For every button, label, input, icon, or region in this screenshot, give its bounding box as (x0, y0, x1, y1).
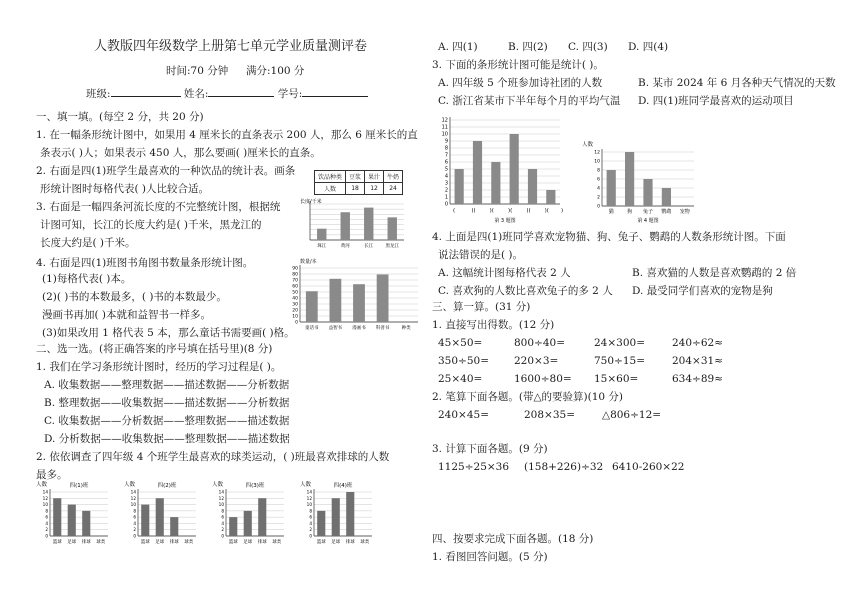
q3-bar (455, 169, 464, 204)
q3-tick-label: 6 (444, 159, 448, 166)
class-chart-tick: 6 (309, 514, 312, 520)
class-chart-bar (258, 498, 266, 536)
book-tick-label: 70 (292, 278, 298, 284)
q3-bar-chart (436, 112, 586, 224)
s1-q4-line2: (1)每格代表( )本。 (42, 273, 132, 285)
calc-item: 1600÷80= (514, 373, 572, 385)
s2-q2-option-b: B. 四(2) (508, 41, 548, 53)
class-chart-ylabel: 人数 (212, 482, 224, 488)
q3-x-label: )( (544, 208, 549, 214)
q3-x-label: )( (489, 208, 494, 214)
class-chart-tick: 4 (221, 520, 224, 526)
class-chart-tick: 14 (306, 489, 312, 495)
book-category-label: 益智书 (328, 326, 343, 331)
river-category-label: 黑龙江 (385, 244, 399, 249)
s2-q1-option-c: C. 收集数据——分析数据——整理数据——描述数据 (44, 415, 290, 427)
class-chart-tick: 10 (130, 502, 136, 508)
calc-item: 634÷89≈ (672, 373, 723, 385)
pet-bar (643, 179, 652, 206)
q3-caption: 第 3 题图 (494, 218, 516, 224)
book-tick-label: 10 (292, 314, 298, 320)
exam-time: 时间:70 分钟 (166, 65, 229, 77)
s2-q2-option-a: A. 四(1) (438, 41, 478, 53)
class-chart-category: 球类 (96, 540, 106, 545)
book-category-label: 漫画书 (352, 326, 366, 331)
class-chart-tick: 14 (42, 489, 48, 495)
q3-x-label: )( (508, 208, 513, 214)
river-length-chart (298, 196, 410, 250)
class-chart-category: 足球 (155, 540, 165, 545)
class-chart-category: 篮球 (140, 540, 150, 545)
s2-q3-option-b: B. 某市 2024 年 6 月各种天气情况的天数 (638, 77, 836, 89)
section-4-heading: 四、按要求完成下面各题。(18 分) (432, 533, 594, 545)
class-chart-tick: 0 (309, 533, 312, 539)
calc-item: 6410-260×22 (612, 461, 685, 473)
id-label: 学号: (277, 88, 303, 100)
drink-header: 果汁 (365, 171, 384, 183)
class-chart-tick: 6 (221, 514, 224, 520)
class-label: 班级: (86, 88, 111, 100)
class-chart-tick: 8 (309, 508, 312, 514)
q3-x-label: )( (526, 208, 531, 214)
river-bar (364, 208, 373, 240)
book-bar (330, 279, 342, 322)
calc-item: 15×60= (594, 373, 639, 385)
q3-bar (473, 141, 482, 204)
river-category-label: 珠江 (317, 244, 327, 249)
calc-item: 24×300= (594, 337, 645, 349)
s2-q2-option-d: D. 四(4) (628, 41, 669, 53)
s2-q1-option-d: D. 分析数据——收集数据——整理数据——描述数据 (44, 433, 290, 445)
class-chart-tick: 12 (42, 495, 48, 501)
s2-q1-option-b: B. 整理数据——收集数据——描述数据——分析数据 (44, 397, 290, 409)
q3-bar (528, 169, 537, 204)
class-chart-bar (53, 498, 61, 536)
class-chart-tick: 4 (133, 520, 136, 526)
drink-header: 牛奶 (384, 171, 403, 183)
class-chart-ylabel: 人数 (300, 482, 312, 488)
class-chart-category: 排球 (81, 540, 91, 545)
class-chart-bar (141, 505, 149, 536)
pet-tick-label: 0 (597, 204, 600, 210)
calc-item: 240×45= (438, 409, 489, 421)
s1-q3-line3: 长度大约是( )千米。 (40, 237, 136, 249)
river-category-label: 黄河 (340, 244, 350, 249)
s1-q2-line2: 形统计图时每格代表( )人比较合适。 (40, 183, 210, 195)
class-chart-category: 排球 (169, 540, 179, 545)
book-tick-label: 30 (292, 302, 298, 308)
class-chart-tick: 10 (218, 502, 224, 508)
book-tick-label: 60 (292, 284, 298, 290)
book-category-label: 科普书 (375, 326, 390, 331)
river-category-label: 长江 (364, 244, 374, 249)
class-chart-tick: 8 (133, 508, 136, 514)
q3-tick-label: 0 (444, 201, 448, 208)
s3-part2-heading: 2. 笔算下面各题。(带△的要验算)(10 分) (432, 391, 624, 403)
pet-caption: 第 4 题图 (637, 218, 659, 224)
page-title: 人教版四年级数学上册第七单元学业质量测评卷 (94, 39, 368, 54)
class-chart-bar (332, 498, 340, 536)
drink-value: 24 (384, 183, 403, 195)
s1-q3-line1: 3. 右面是一幅四条河流长度的不完整统计图，根据统 (36, 201, 281, 213)
class-field[interactable] (111, 86, 181, 97)
calc-item: 800÷40= (514, 337, 565, 349)
s1-q2-line1: 2. 右面是四(1)班学生最喜欢的一种饮品的统计表。画条 (36, 165, 296, 177)
class-chart-tick: 6 (133, 514, 136, 520)
pet-category-label: 兔子 (642, 209, 654, 215)
class-chart-category: 篮球 (316, 540, 326, 545)
class-chart-tick: 12 (306, 495, 312, 501)
s1-q4-line3: (2)( )书的本数最多，( )书的本数最少。 (42, 291, 227, 303)
pet-tick-label: 8 (597, 168, 600, 174)
s1-q1-line1: 1. 在一幅条形统计图中，如果用 4 厘米长的直条表示 200 人，那么 6 厘米长的直 (36, 129, 418, 141)
pet-category-label: 猫 (608, 209, 614, 215)
class-chart-category: 足球 (67, 540, 77, 545)
s3-part3-heading: 3. 计算下面各题。(9 分) (432, 443, 548, 455)
river-bar (388, 217, 397, 240)
name-label: 姓名: (183, 88, 209, 100)
book-tick-label: 0 (295, 320, 298, 326)
class-chart-category: 排球 (257, 540, 267, 545)
class-chart-title: 四(4)班 (333, 483, 353, 489)
s1-q4-line4: 漫画书再加( )本就和益智书一样多。 (42, 309, 212, 321)
pet-tick-label: 6 (597, 177, 600, 183)
s2-q4-option-c: C. 喜欢狗的人数比喜欢兔子的多 2 人 (438, 285, 613, 297)
info-line (86, 86, 368, 101)
q3-bar (491, 162, 500, 204)
s2-q3-option-a: A. 四年级 5 个班参加诗社团的人数 (438, 77, 603, 89)
q3-tick-label: 12 (441, 117, 448, 124)
class-chart-tick: 12 (218, 495, 224, 501)
s2-q4-line2: 说法错误的是( )。 (438, 249, 524, 261)
q3-tick-label: 9 (444, 138, 448, 145)
s2-q1-option-a: A. 收集数据——整理数据——描述数据——分析数据 (44, 379, 290, 391)
class-chart-tick: 0 (133, 533, 136, 539)
q3-tick-label: 5 (444, 166, 448, 173)
book-bar (353, 284, 365, 322)
river-bar (341, 212, 350, 240)
s2-q2-line2: 最多。 (36, 469, 68, 481)
book-tick-label: 40 (292, 296, 298, 302)
q3-tick-label: 7 (444, 152, 448, 159)
s2-q2-line1: 2. 依依调查了四年级 4 个班学生最喜欢的球类运动，( )班最喜欢排球的人数 (36, 451, 390, 463)
s2-q4-line1: 4. 上面是四(1)班同学喜欢宠物猫、狗、兔子、鹦鹉的人数条形统计图。下面 (432, 231, 786, 243)
class-chart-bar (170, 517, 178, 536)
class-chart-tick: 14 (130, 489, 136, 495)
class-chart-category: 足球 (331, 540, 341, 545)
calc-item: 350÷50= (438, 355, 489, 367)
section-3-heading: 三、算一算。(31 分) (432, 301, 531, 313)
class-chart-tick: 12 (130, 495, 136, 501)
class-chart-tick: 2 (133, 527, 136, 533)
calc-item: 204×31≈ (672, 355, 723, 367)
class-chart-bar (317, 511, 325, 536)
class-chart-tick: 4 (45, 520, 48, 526)
class-chart-category: 球类 (272, 540, 282, 545)
class-chart-category: 足球 (243, 540, 253, 545)
class-chart-category: 篮球 (52, 540, 62, 545)
book-count-chart (284, 256, 424, 332)
pet-tick-label: 2 (597, 195, 600, 201)
drink-value: 12 (365, 183, 384, 195)
class-chart-category: 篮球 (228, 540, 238, 545)
class-chart-category: 球类 (184, 540, 194, 545)
pet-bar (625, 152, 634, 206)
drink-header: 豆浆 (346, 171, 365, 183)
pet-category-label: 狗 (627, 209, 633, 215)
class-chart-bar (346, 492, 354, 536)
q3-tick-label: 11 (441, 124, 448, 131)
drink-value: 18 (346, 183, 365, 195)
river-bar (317, 229, 326, 240)
s2-q3-option-d: D. 四(1)班同学最喜欢的运动项目 (638, 95, 794, 107)
section-1-heading: 一、填一填。(每空 2 分，共 20 分) (36, 111, 204, 123)
q3-tick-label: 2 (444, 187, 448, 194)
q3-bar (546, 190, 555, 204)
s2-q4-option-a: A. 这幅统计图每格代表 2 人 (438, 267, 571, 279)
class-chart-ylabel: 人数 (36, 482, 48, 488)
s2-q2-option-c: C. 四(3) (568, 41, 608, 53)
class-chart-tick: 0 (221, 533, 224, 539)
calc-item: 1125÷25×36 (438, 461, 510, 473)
q3-tick-label: 1 (444, 194, 448, 201)
q3-tick-label: 3 (444, 180, 448, 187)
book-category-label: 种类 (401, 326, 411, 331)
book-bar (306, 291, 318, 322)
class-chart-title: 四(3)班 (245, 483, 265, 489)
class-chart-tick: 10 (306, 502, 312, 508)
exam-score: 满分:100 分 (246, 65, 305, 77)
pet-bar-chart (582, 136, 702, 224)
q3-bar (510, 134, 519, 204)
s1-q4-line5: (3)如果改用 1 格代表 5 本，那么童话书需要画( )格。 (42, 327, 295, 339)
s2-q4-option-d: D. 最受同学们喜欢的宠物是狗 (632, 285, 773, 297)
calc-item: 220×3= (514, 355, 559, 367)
class-chart-category: 排球 (345, 540, 355, 545)
pet-category-label: 鹦鹉 (661, 209, 672, 215)
class-chart-ylabel: 人数 (124, 482, 136, 488)
s2-q3-option-c: C. 浙江省某市下半年每个月的平均气温 (438, 95, 621, 107)
drink-row-label: 人数 (315, 183, 346, 195)
class-chart-bar (156, 498, 164, 536)
book-tick-label: 80 (292, 272, 298, 278)
class-chart-tick: 2 (309, 527, 312, 533)
calc-item: 45×50= (438, 337, 483, 349)
river-ylabel: 长度/千米 (300, 199, 322, 205)
s1-q1-line2: 条表示( )人；如果表示 450 人，那么要画( )厘米长的直条。 (40, 147, 321, 159)
q3-tick-label: 4 (444, 173, 448, 180)
pet-tick-label: 12 (594, 150, 600, 156)
class-chart-bar (244, 511, 252, 536)
class-chart-bar (229, 517, 237, 536)
class-chart-tick: 8 (45, 508, 48, 514)
s2-q4-option-b: B. 喜欢猫的人数是喜欢鹦鹉的 2 倍 (632, 267, 797, 279)
class-chart-category: 球类 (360, 540, 370, 545)
class-chart-bar (82, 511, 90, 536)
drink-table (314, 170, 403, 195)
id-field[interactable] (302, 86, 368, 97)
s1-q4-line1: 4. 右面是四(1)班图书角图书数量条形统计图。 (36, 257, 254, 269)
calc-item: 240÷62≈ (672, 337, 723, 349)
book-tick-label: 50 (292, 290, 298, 296)
q3-tick-label: 10 (441, 131, 448, 138)
class-chart-tick: 8 (221, 508, 224, 514)
class-chart-tick: 4 (309, 520, 312, 526)
pet-ylabel: 人数 (582, 142, 594, 148)
calc-item: 750÷15= (594, 355, 645, 367)
class-chart-tick: 14 (218, 489, 224, 495)
pet-tick-label: 4 (597, 186, 600, 192)
class-chart-tick: 2 (221, 527, 224, 533)
q3-tick-label: 8 (444, 145, 448, 152)
class-chart-title: 四(1)班 (69, 483, 89, 489)
class-chart-tick: 0 (45, 533, 48, 539)
class-chart-bar (68, 505, 76, 536)
name-field[interactable] (208, 86, 274, 97)
q3-x-label: ) (561, 208, 564, 214)
pet-bar (607, 170, 616, 206)
calc-item: △806÷12= (602, 409, 662, 421)
pet-bar (662, 188, 671, 206)
calc-item: (158+226)÷32 (524, 461, 604, 473)
pet-tick-label: 10 (594, 159, 600, 165)
class-chart-tick: 6 (45, 514, 48, 520)
book-category-label: 童话书 (305, 326, 319, 331)
s3-part1-heading: 1. 直接写出得数。(12 分) (432, 319, 555, 331)
book-bar (377, 274, 389, 322)
class-chart-tick: 2 (45, 527, 48, 533)
class-chart-title: 四(2)班 (157, 483, 177, 489)
s2-q1: 1. 我们在学习条形统计图时，经历的学习过程是( )。 (36, 361, 282, 373)
book-tick-label: 90 (292, 266, 298, 272)
class-chart-tick: 10 (42, 502, 48, 508)
q3-x-label: )( (471, 208, 476, 214)
book-tick-label: 20 (292, 308, 298, 314)
book-ylabel: 数量/本 (300, 259, 317, 265)
s2-q3: 3. 下面的条形统计图可能是统计( )。 (432, 59, 604, 71)
class-ball-charts (36, 480, 426, 550)
calc-item: 208×35= (524, 409, 575, 421)
pet-category-label: 宠物 (679, 209, 690, 215)
calc-item: 25×40= (438, 373, 483, 385)
q3-x-label: ( (453, 208, 456, 214)
s4-part1-heading: 1. 看图回答问题。(5 分) (432, 551, 548, 563)
drink-header: 饮品种类 (315, 171, 346, 183)
s1-q3-line2: 计图可知，长江的长度大约是( )千米，黑龙江的 (40, 219, 262, 231)
section-2-heading: 二、选一选。(将正确答案的序号填在括号里)(8 分) (36, 343, 273, 355)
